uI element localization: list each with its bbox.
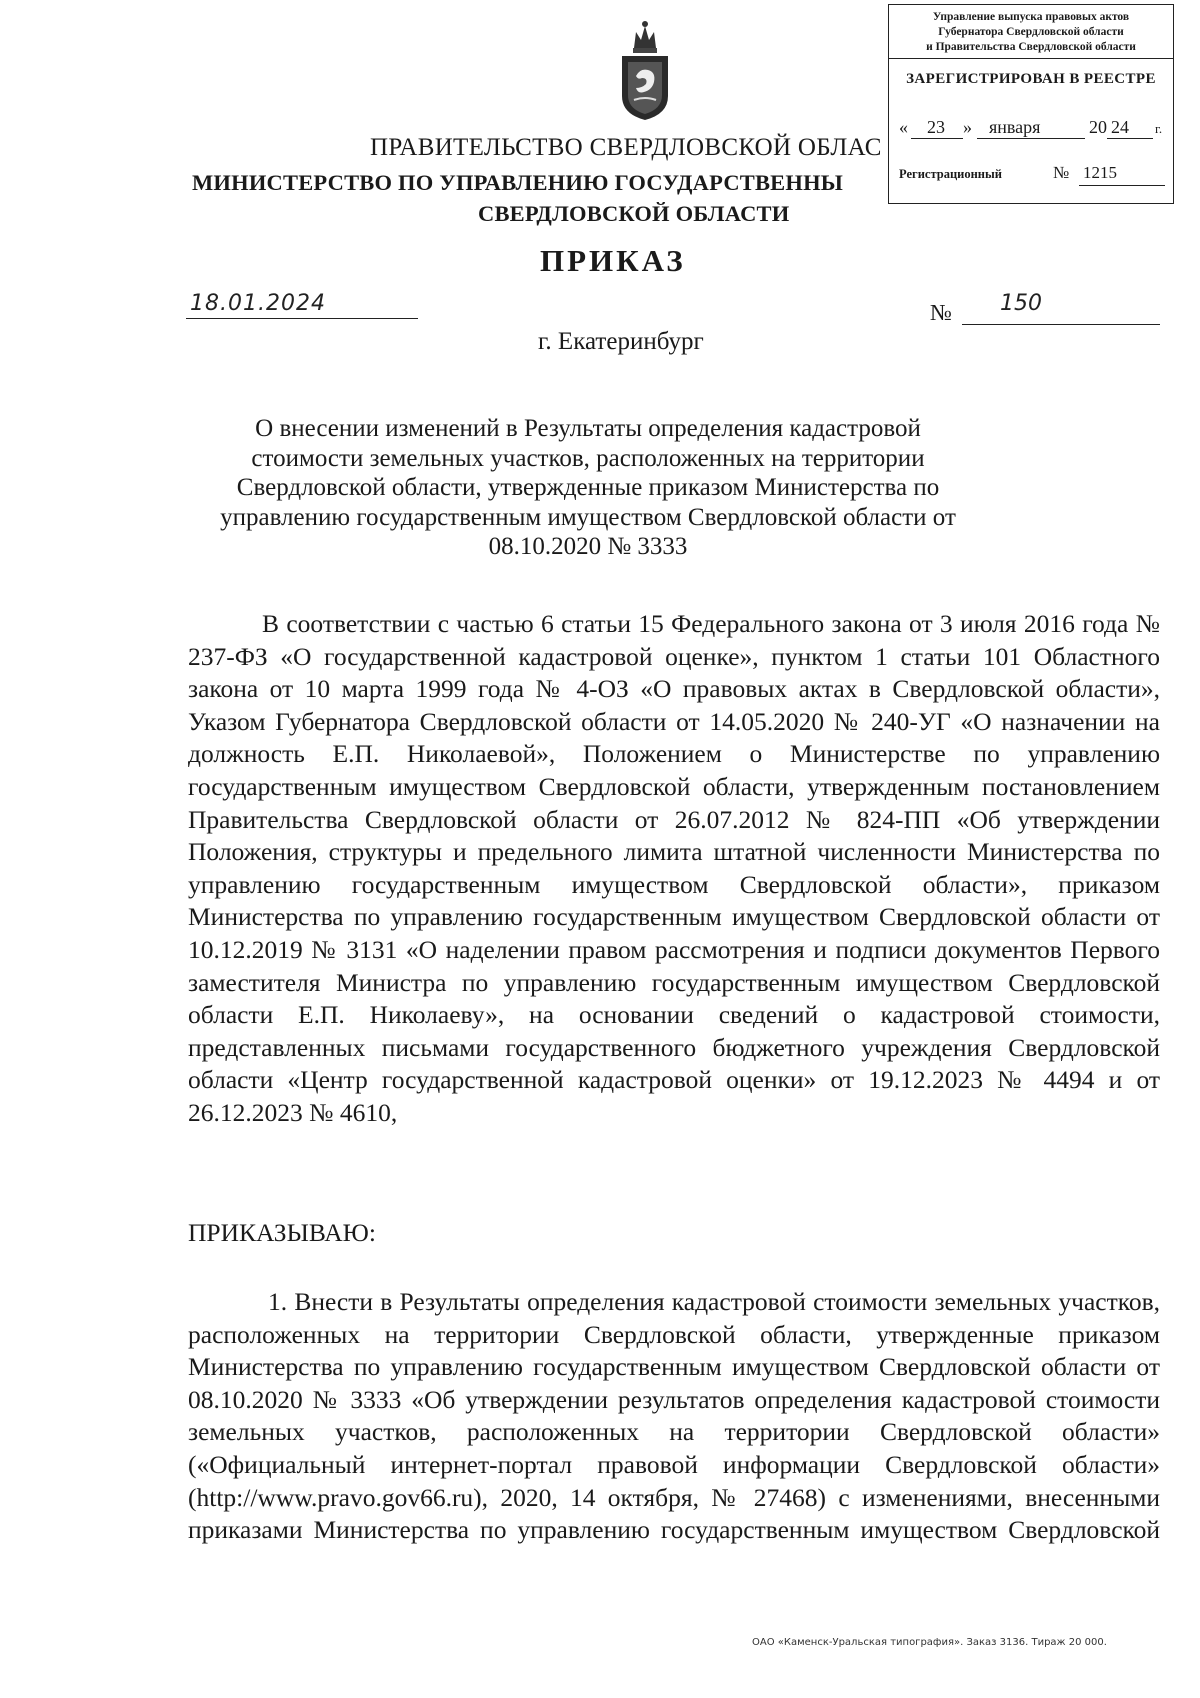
stamp-issuer (889, 5, 1173, 59)
date-underline (186, 318, 418, 319)
document-title: О внесении изменений в Результаты определения кадастровой стоимости земельных участков, расположенных на территории Свердловской области, утвержденные приказом Министерства по управлению государственным имуществом Свердловской области от 08.10.2020 № 3333 (220, 415, 956, 560)
ministry-name-line1: МИНИСТЕРСТВО ПО УПРАВЛЕНИЮ ГОСУДАРСТВЕННЫ (192, 170, 844, 195)
number-underline (962, 324, 1160, 325)
stamp-number: 1215 (1083, 163, 1117, 182)
stamp-date-open-quote: « (899, 117, 908, 137)
preamble-paragraph: В соответствии с частью 6 статьи 15 Федерального закона от 3 июля 2016 года № 237-ФЗ «О государственной кадастровой оценке», пунктом 1 статьи 101 Областного закона от 10 марта 1999 года № 4-ОЗ «О правовых актах в Свердловской области», Указом Губернатора Свердловской области от 14.05.2020 № 240-УГ «О назначении на должность Е.П. Николаевой», Положением о Министерстве по управлению государственным имуществом Свердловской области, утвержденным постановлением Правительства Свердловской области от 26.07.2012 № 824-ПП «Об утверждении Положения, структуры и предельного лимита штатной численности Министерства по управлению государственным имуществом Свердловской области», приказом Министерства по управлению государственным имуществом Свердловской области от 10.12.2019 № 3131 «О наделении правом рассмотрения и подписи документов Первого заместителя Министра по управлению государственным имуществом Свердловской области Е.П. Николаеву», на основании сведений о кадастровой стоимости, представленных письмами государственного бюджетного учреждения Свердловской области «Центр государственной кадастровой оценки» от 19.12.2023 № 4494 и от 26.12.2023 № 4610, (188, 609, 1160, 1127)
ministry-name-line2: СВЕРДЛОВСКОЙ ОБЛАСТИ (478, 201, 790, 226)
stamp-date-year-abbr: г. (1155, 121, 1163, 136)
stamp-date-close-quote: » (963, 117, 972, 137)
stamp-date-year-suffix: 24 (1111, 117, 1129, 137)
item-1-paragraph: 1. Внести в Результаты определения кадастровой стоимости земельных участков, расположенных на территории Свердловской области, утвержденные приказом Министерства по управлению государственным имуществом Свердловской области от 08.10.2020 № 3333 «Об утверждении результатов определения кадастровой стоимости земельных участков, расположенных на территории Свердловской области» («Официальный интернет-портал правовой информации Свердловской области» (http://www.pravo.gov66.ru), 2020, 14 октября, № 27468) с изменениями, внесенными приказами Министерства по управлению государственным имуществом Свердловской (188, 1287, 1160, 1545)
stamp-date-year-prefix: 20 (1089, 117, 1107, 137)
stamp-number-label: Регистрационный (899, 167, 1002, 181)
city: г. Екатеринбург (538, 328, 704, 355)
stamp-date-day: 23 (927, 117, 945, 137)
printer-footer: ОАО «Каменск-Уральская типография». Заказ 3136. Тираж 20 000. (752, 1637, 1107, 1648)
number-sign: № (930, 300, 952, 325)
coat-of-arms-emblem (614, 18, 676, 122)
stamp-issuer-line: Губернатора Свердловской области (938, 26, 1124, 38)
document-type: ПРИКАЗ (540, 243, 686, 278)
handwritten-date: 18.01.2024 (190, 291, 326, 316)
orders-heading: ПРИКАЗЫВАЮ: (188, 1218, 376, 1247)
registry-stamp (888, 4, 1174, 204)
stamp-issuer-line: и Правительства Свердловской области (926, 41, 1136, 53)
government-name: ПРАВИТЕЛЬСТВО СВЕРДЛОВСКОЙ ОБЛАС (370, 134, 882, 161)
stamp-issuer-line: Управление выпуска правовых актов (932, 11, 1130, 23)
handwritten-number: 150 (1000, 291, 1042, 316)
stamp-registered-label: ЗАРЕГИСТРИРОВАН В РЕЕСТРЕ (906, 71, 1156, 87)
stamp-date-month: января (989, 117, 1041, 137)
stamp-number-sign: № (1053, 163, 1070, 182)
